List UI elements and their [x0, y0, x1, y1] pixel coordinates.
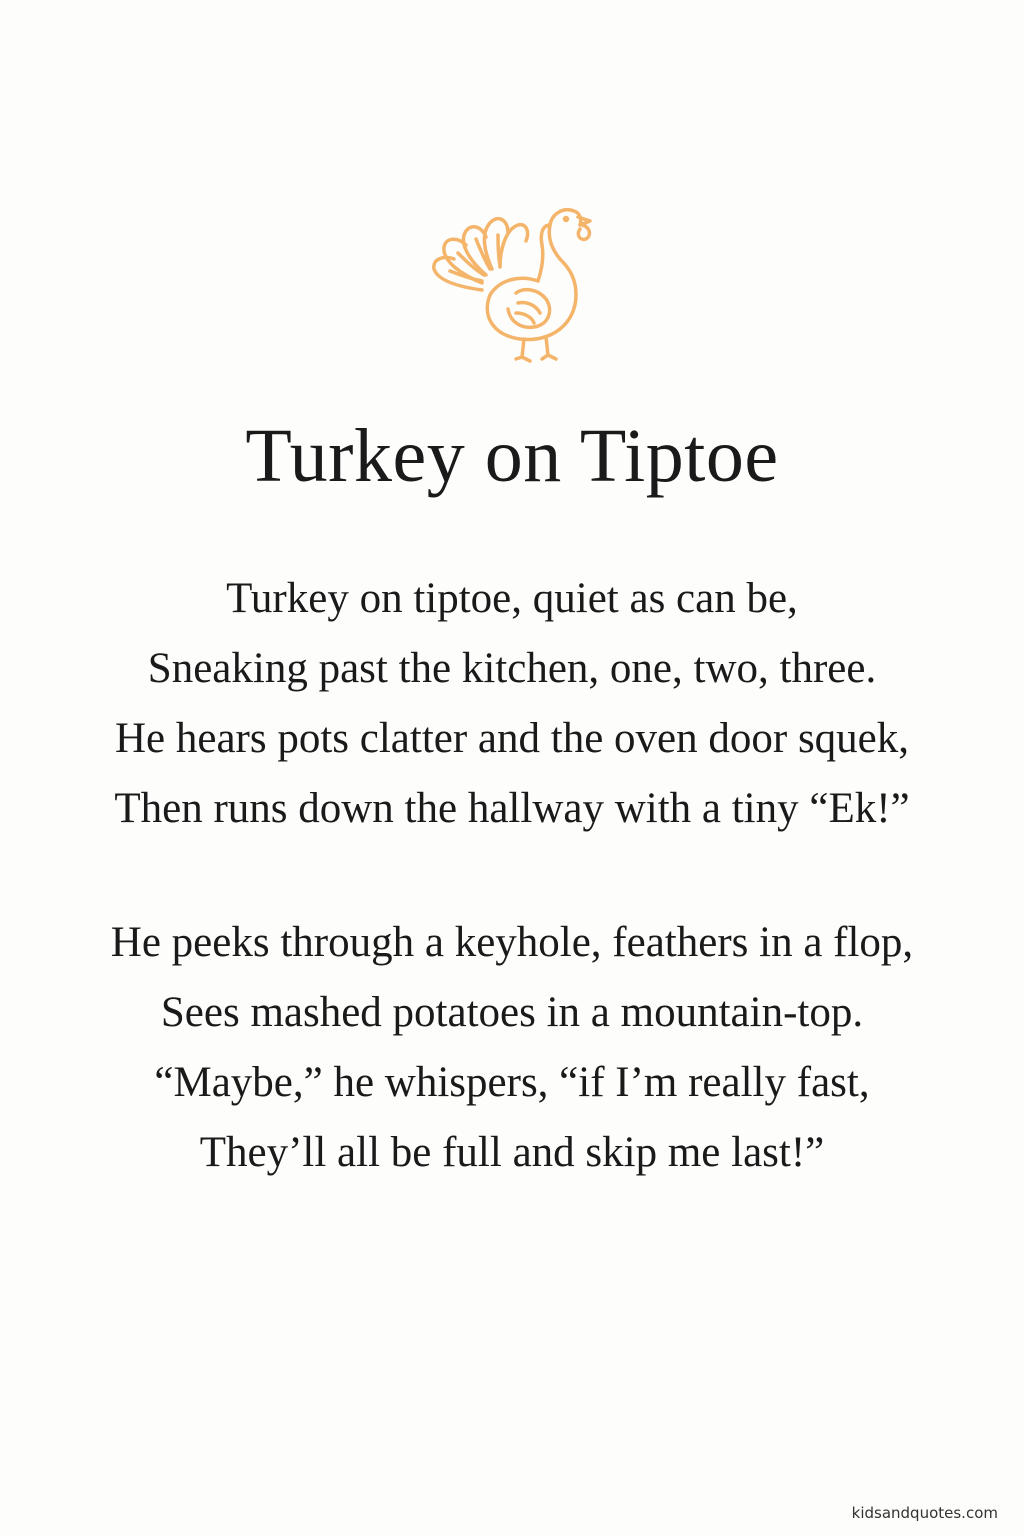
- turkey-icon: [420, 195, 604, 371]
- poem-line: “Maybe,” he whispers, “if I’m really fast,: [154, 1059, 870, 1106]
- poem-title: Turkey on Tiptoe: [245, 414, 779, 498]
- poem-line: Turkey on tiptoe, quiet as can be,: [226, 575, 798, 622]
- stanza-2: [0, 908, 1024, 1188]
- poem-line: Sees mashed potatoes in a mountain-top.: [160, 989, 864, 1036]
- stanza-1: [0, 564, 1024, 844]
- poem-line: He hears pots clatter and the oven door squek,: [114, 715, 910, 762]
- poem-line: He peeks through a keyhole, feathers in a flop,: [110, 919, 914, 966]
- poem-line: Sneaking past the kitchen, one, two, three.: [147, 645, 877, 692]
- site-watermark: kidsandquotes.com: [851, 1504, 998, 1522]
- poem-line: Then runs down the hallway with a tiny “Ek!”: [114, 785, 910, 832]
- poem-line: They’ll all be full and skip me last!”: [199, 1129, 825, 1176]
